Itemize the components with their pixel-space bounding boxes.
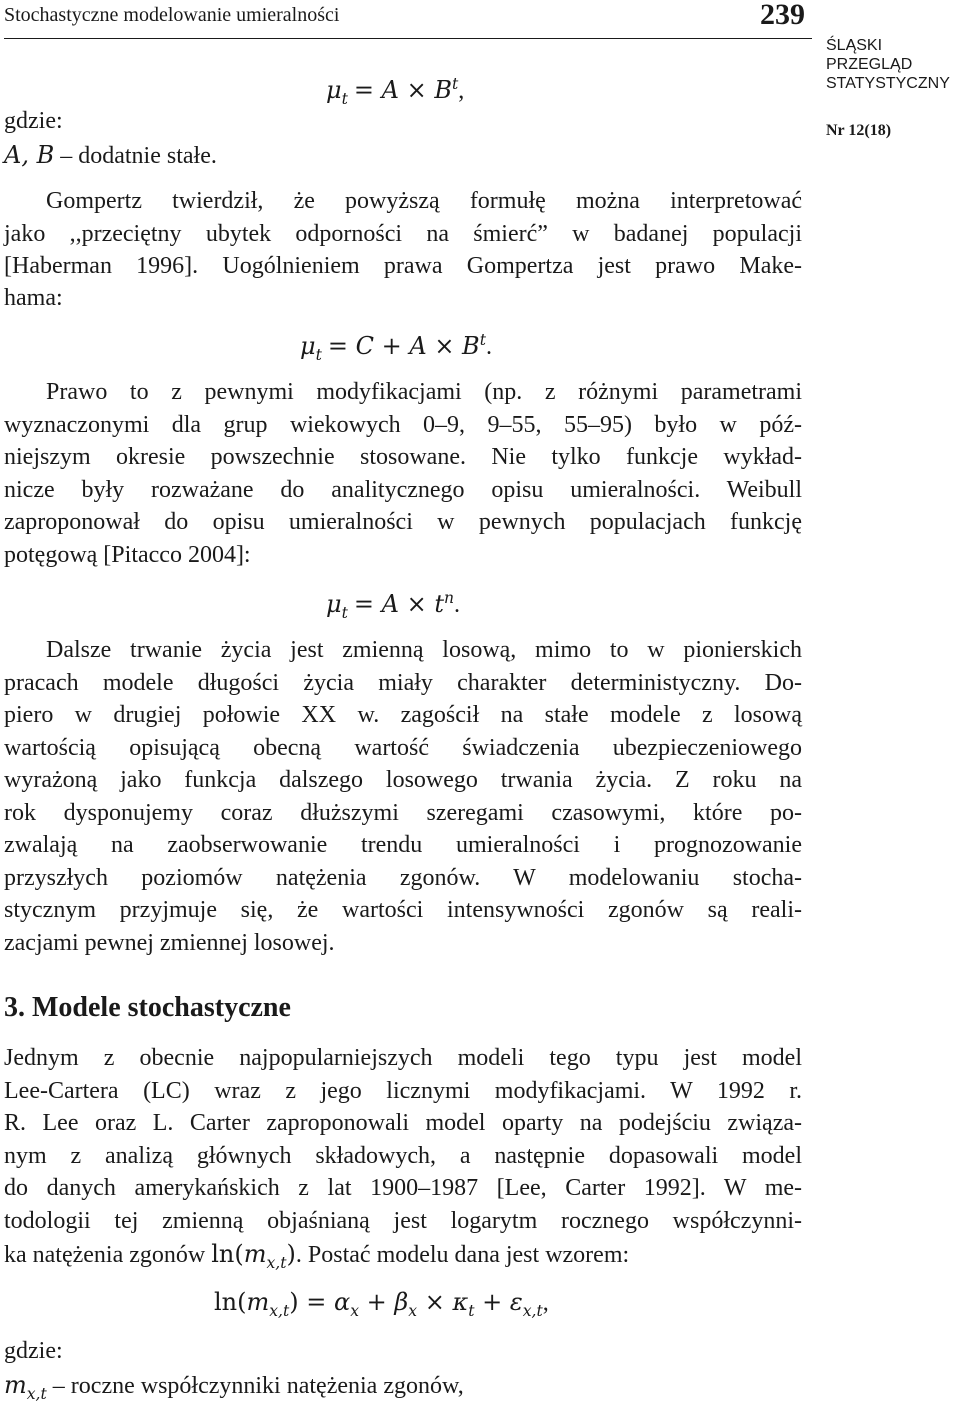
para3-line-5: wyrażoną jako funkcja dalszego losowego trwania życia. Z roku na bbox=[4, 767, 802, 793]
para4-line-7: ka natężenia zgonów $\ln(m_{x,t})$. Postać modelu dana jest wzorem: bbox=[4, 1240, 630, 1272]
para1-line-4: hama: bbox=[4, 285, 63, 311]
para4-line-3: R. Lee oraz L. Carter zaproponowali model oparty na podejściu związa- bbox=[4, 1110, 802, 1136]
para3-line-1: Dalsze trwanie życia jest zmienną losową, mimo to w pionierskich bbox=[46, 637, 802, 663]
para2-line-5: zaproponował do opisu umieralności w pewnych populacjach funkcję bbox=[4, 509, 802, 535]
where-label-1: gdzie: bbox=[4, 108, 63, 134]
where-definition-2: $m_{x,t}$ – roczne współczynniki natężenia zgonów, bbox=[4, 1371, 464, 1403]
para4-line-2: Lee-Cartera (LC) wraz z jego licznymi modyfikacjami. W 1992 r. bbox=[4, 1078, 802, 1104]
para2-line-6: potęgową [Pitacco 2004]: bbox=[4, 542, 251, 568]
formula-makeham: $\mu_t = C + A \times B^t$. bbox=[300, 331, 492, 364]
para1-line-1: Gompertz twierdził, że powyższą formułę można interpretować bbox=[46, 188, 802, 214]
para4-line-1: Jednym z obecnie najpopularniejszych modeli tego typu jest model bbox=[4, 1045, 802, 1071]
formula-gompertz: $\mu_t = A \times B^t$, bbox=[326, 75, 465, 108]
para1-line-2: jako ,,przeciętny ubytek odporności na śmierć” w badanej populacji bbox=[4, 221, 802, 247]
formula-weibull: $\mu_t = A \times t^n$. bbox=[326, 589, 461, 622]
para2-line-3: niejszym okresie powszechnie stosowane. Nie tylko funkcje wykład- bbox=[4, 444, 802, 470]
para4-line-6: todologii tej zmienną objaśnianą jest logarytm rocznego współczynni- bbox=[4, 1208, 802, 1234]
para4-line-4: nym z analizą głównych składowych, a następnie dopasowali model bbox=[4, 1143, 802, 1169]
para3-line-2: pracach modele długości życia miały charakter deterministyczny. Do- bbox=[4, 670, 802, 696]
para3-line-9: stycznym przyjmuje się, że wartości intensywności zgonów są reali- bbox=[4, 897, 802, 923]
journal-name: ŚLĄSKI PRZEGLĄD STATYSTYCZNY bbox=[826, 37, 950, 92]
formula-lee-carter: $\ln(m_{x,t}) = \alpha_x + \beta_x \times \kappa_t + \varepsilon_{x,t}$, bbox=[214, 1288, 549, 1320]
para4-line-5: do danych amerykańskich z lat 1900–1987 [Lee, Carter 1992]. W me- bbox=[4, 1175, 802, 1201]
para2-line-1: Prawo to z pewnymi modyfikacjami (np. z różnymi parametrami bbox=[46, 379, 802, 405]
para3-line-6: rok dysponujemy coraz dłuższymi szeregami czasowymi, które po- bbox=[4, 800, 802, 826]
page-number: 239 bbox=[760, 0, 805, 31]
para3-line-4: wartością opisującą obecną wartość świadczenia ubezpieczeniowego bbox=[4, 735, 802, 761]
where-label-2: gdzie: bbox=[4, 1338, 63, 1364]
para3-line-10: zacjami pewnej zmiennej losowej. bbox=[4, 930, 335, 956]
para3-line-3: piero w drugiej połowie XX w. zagościł na stałe modele z losową bbox=[4, 702, 802, 728]
para1-line-3: [Haberman 1996]. Uogólnieniem prawa Gompertza jest prawo Make- bbox=[4, 253, 802, 279]
para3-line-7: zwalają na zaobserwowanie trendu umieralności i prognozowanie bbox=[4, 832, 802, 858]
para2-line-4: nicze były rozważane do analitycznego opisu umieralności. Weibull bbox=[4, 477, 802, 503]
issue-number: Nr 12(18) bbox=[826, 122, 892, 139]
section-heading: 3. Modele stochastyczne bbox=[4, 992, 291, 1023]
para3-line-8: przyszłych poziomów natężenia zgonów. W modelowaniu stocha- bbox=[4, 865, 802, 891]
header-rule bbox=[4, 38, 812, 39]
where-definition-1: A, B – dodatnie stałe. bbox=[4, 141, 217, 169]
para2-line-2: wyznaczonymi dla grup wiekowych 0–9, 9–55, 55–95) było w póź- bbox=[4, 412, 802, 438]
running-title: Stochastyczne modelowanie umieralności bbox=[4, 4, 340, 26]
